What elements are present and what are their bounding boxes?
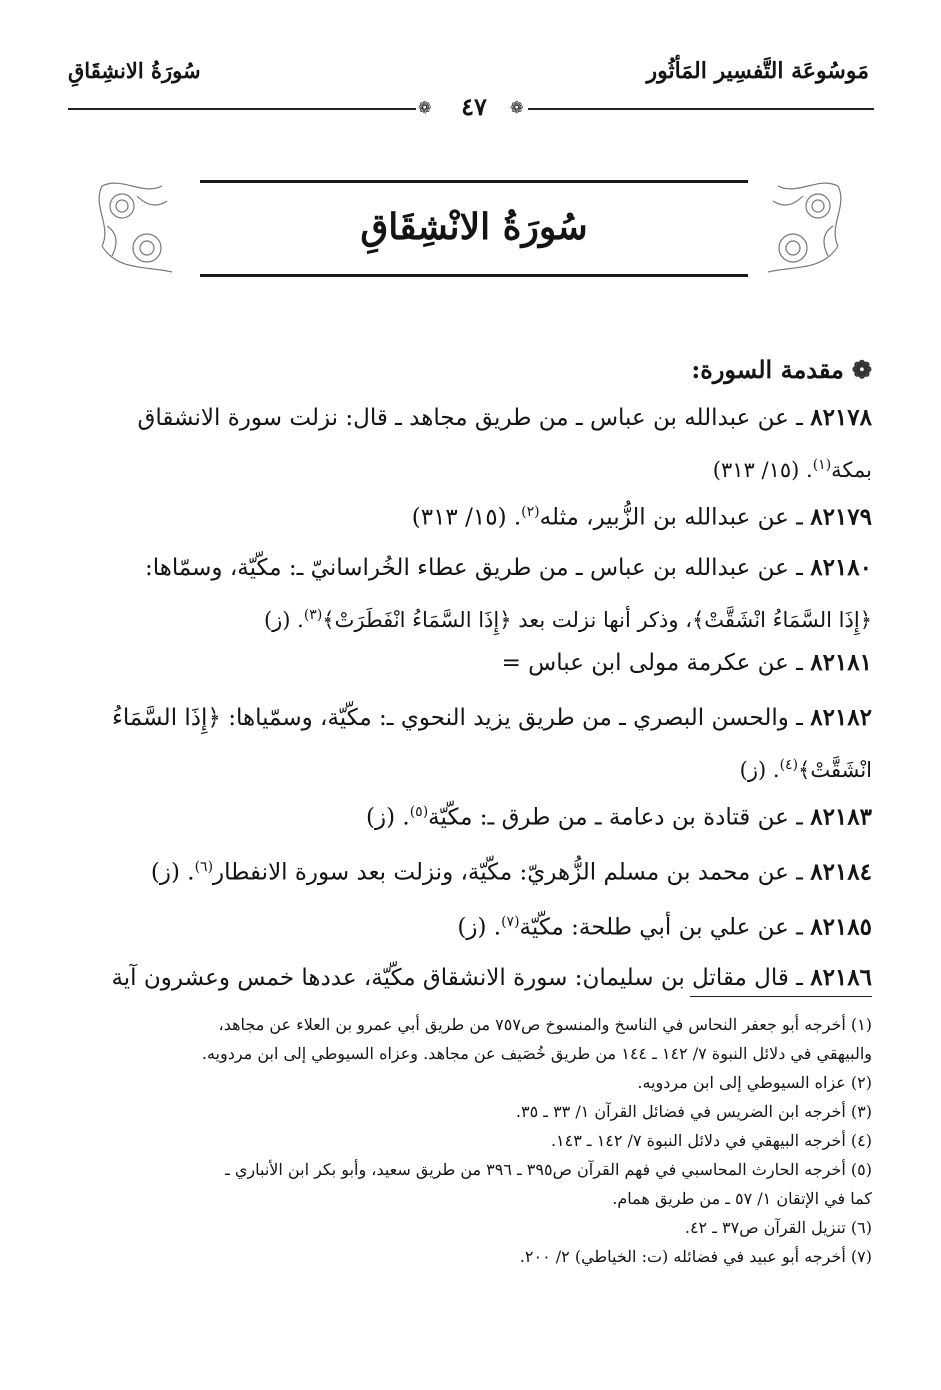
narration-text: ـ عن محمد بن مسلم الزُّهريّ: مكّيّة، ونزلت بعد سورة الانفطار bbox=[213, 859, 811, 886]
volume-page-ref: . (ز) bbox=[739, 758, 780, 782]
volume-page-ref: . (ز) bbox=[263, 608, 304, 632]
page-number: ٤٧ bbox=[461, 92, 487, 121]
footnote-ref[interactable]: (٢) bbox=[521, 504, 540, 520]
footnote: (١) أخرجه أبو جعفر النحاس في الناسخ والمنسوخ ص٧٥٧ من طريق أبي عمرو بن العلاء عن مجاهد، bbox=[218, 1015, 872, 1034]
narration-text: ـ عن عبدالله بن عباس ـ من طريق مجاهد ـ قال: نزلت سورة الانشقاق bbox=[137, 405, 811, 431]
narration-text: بمكة bbox=[831, 458, 872, 482]
narration-number: ٨٢١٧٩ bbox=[810, 503, 872, 531]
footnote: (٤) أخرجه البيهقي في دلائل النبوة ٧/ ١٤٢ ـ ١٤٣. bbox=[550, 1131, 872, 1150]
narration-text: ـ والحسن البصري ـ من طريق يزيد النحوي ـ: مكّيّة، وسمّياها: ﴿إِذَا السَّمَاءُ bbox=[112, 705, 811, 731]
volume-page-ref: . (١٥/ ٣١٣) bbox=[411, 504, 522, 531]
footnote-ref[interactable]: (٧) bbox=[501, 914, 520, 930]
footnote: (٢) عزاه السيوطي إلى ابن مردويه. bbox=[637, 1073, 872, 1092]
footnote-ref[interactable]: (٥) bbox=[409, 804, 429, 820]
surah-running-header: سُورَةُ الانشِقَاقِ bbox=[68, 58, 201, 83]
volume-page-ref: . (ز) bbox=[366, 804, 410, 831]
banner-rule-top bbox=[200, 180, 748, 183]
book-title-header: مَوسُوعَة التَّفسِير المَأثُور bbox=[646, 58, 869, 84]
narration-number: ٨٢١٨٢ bbox=[810, 704, 872, 731]
narration-line bbox=[70, 690, 872, 745]
arabesque-corner-ornament bbox=[92, 176, 182, 282]
ornament-icon: ❁ bbox=[510, 98, 524, 117]
header-rule-left bbox=[68, 108, 416, 110]
volume-page-ref: . (ز) bbox=[457, 914, 502, 941]
narration-number: ٨٢١٧٨ bbox=[810, 404, 872, 431]
footnote-ref[interactable]: (٤) bbox=[779, 757, 799, 773]
main-text bbox=[70, 350, 872, 1005]
narration-number: ٨٢١٨٥ bbox=[810, 913, 872, 941]
narration-text: ـ عن قتادة بن دعامة ـ من طرق ـ: مكّيّة bbox=[428, 804, 811, 831]
narration-text: ـ عن علي بن أبي طلحة: مكّيّة bbox=[519, 914, 811, 941]
narration-list bbox=[70, 390, 872, 1005]
section-heading: ❁مقدمة السورة: bbox=[70, 350, 872, 390]
volume-page-ref: . (١٥/ ٣١٣) bbox=[712, 458, 813, 482]
narration-text: انْشَقَّتْ﴾ bbox=[798, 758, 872, 782]
narration-number: ٨٢١٨٦ bbox=[810, 964, 872, 991]
narration-number: ٨٢١٨١ bbox=[810, 649, 872, 676]
narration-line bbox=[70, 540, 872, 595]
narration-line bbox=[70, 595, 872, 635]
narration-text: ـ عن عبدالله بن الزُّبير، مثله bbox=[539, 504, 811, 531]
narration-line bbox=[70, 785, 872, 840]
narration-number: ٨٢١٨٣ bbox=[810, 803, 872, 831]
narration-line bbox=[70, 745, 872, 785]
header-rule-right bbox=[528, 108, 874, 110]
narration-text: ﴿إِذَا السَّمَاءُ انْشَقَّتْ﴾، وذكر أنها نزلت بعد ﴿إِذَا السَّمَاءُ انْفَطَرَتْ﴾ bbox=[322, 608, 872, 632]
ornament-icon: ❁ bbox=[418, 98, 432, 117]
narration-line bbox=[70, 840, 872, 895]
surah-title: سُورَةُ الانْشِقَاقِ bbox=[360, 206, 588, 248]
footnote: (٧) أخرجه أبو عبيد في فضائله (ت: الخياطي) ٢/ ٢٠٠. bbox=[519, 1247, 872, 1266]
narration-text: ـ عن عبدالله بن عباس ـ من طريق عطاء الخُراسانيّ ـ: مكّيّة، وسمّاها: bbox=[144, 555, 811, 581]
footnote-ref[interactable]: (١) bbox=[812, 457, 832, 473]
narration-line bbox=[70, 895, 872, 950]
narration-number: ٨٢١٨٤ bbox=[810, 858, 872, 886]
narration-number: ٨٢١٨٠ bbox=[810, 554, 872, 581]
narration-line bbox=[70, 485, 872, 540]
footnote-separator bbox=[690, 996, 872, 997]
footnote: كما في الإتقان ١/ ٥٧ ـ من طريق همام. bbox=[612, 1189, 872, 1208]
footnote: (٦) تنزيل القرآن ص٣٧ ـ ٤٢. bbox=[684, 1218, 872, 1237]
banner-rule-bottom bbox=[200, 274, 748, 277]
narration-line bbox=[70, 390, 872, 445]
footnotes bbox=[70, 1010, 872, 1271]
footnote-ref[interactable]: (٦) bbox=[194, 859, 214, 875]
arabesque-corner-ornament bbox=[758, 176, 848, 282]
narration-text: ـ قال مقاتل بن سليمان: سورة الانشقاق مكّيّة، عددها خمس وعشرون آية bbox=[111, 965, 811, 991]
narration-line bbox=[70, 635, 872, 690]
footnote-ref[interactable]: (٣) bbox=[303, 607, 323, 623]
flower-icon: ❁ bbox=[851, 355, 872, 384]
narration-text: ـ عن عكرمة مولى ابن عباس = bbox=[501, 650, 811, 676]
footnote: (٥) أخرجه الحارث المحاسبي في فهم القرآن ص٣٩٥ ـ ٣٩٦ من طريق سعيد، وأبو بكر ابن الأنباري ـ bbox=[225, 1160, 872, 1179]
footnote: (٣) أخرجه ابن الضريس في فضائل القرآن ١/ ٣٣ ـ ٣٥. bbox=[515, 1102, 872, 1121]
footnote: والبيهقي في دلائل النبوة ٧/ ١٤٢ ـ ١٤٤ من طريق خُصَيف عن مجاهد. وعزاه السيوطي إلى ابن مردويه. bbox=[201, 1044, 872, 1063]
volume-page-ref: . (ز) bbox=[150, 859, 195, 886]
narration-line bbox=[70, 445, 872, 485]
